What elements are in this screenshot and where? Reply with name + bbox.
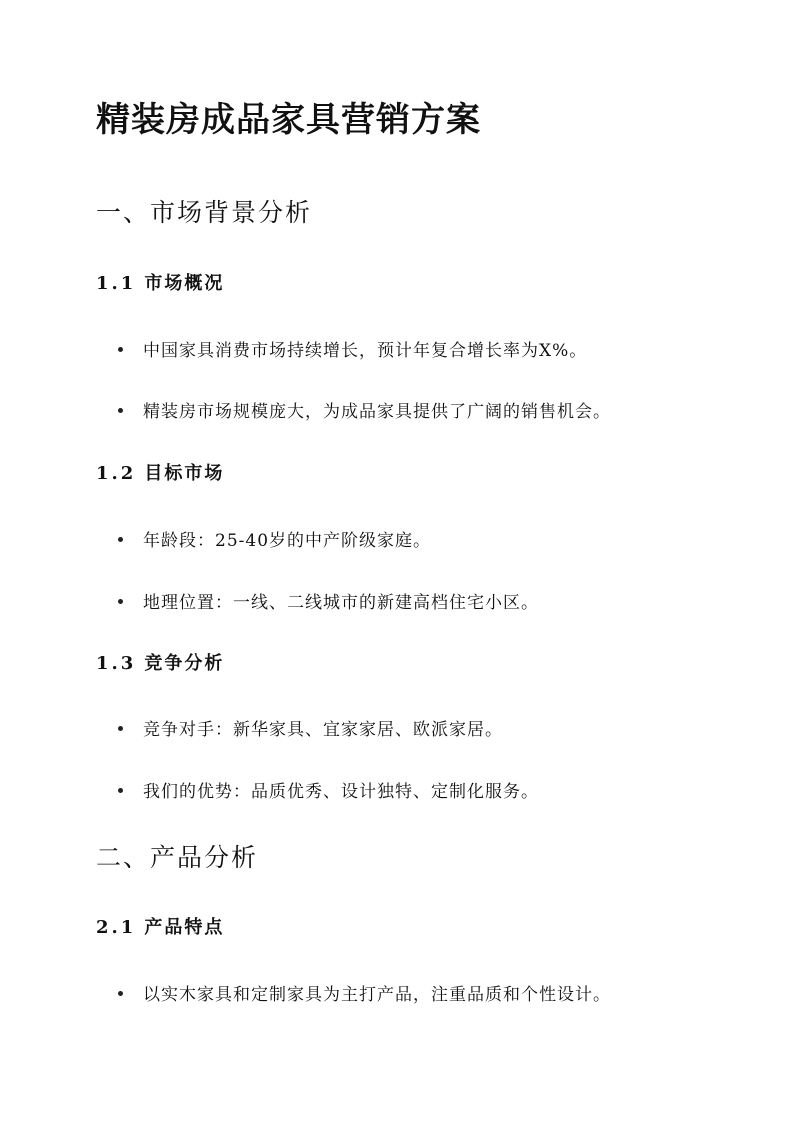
list-item-text: 竞争对手：新华家具、宜家家居、欧派家居。 [143,720,503,740]
bullet-icon [118,599,123,604]
bullet-icon [118,347,123,352]
bullet-icon [118,537,123,542]
bullet-icon [118,788,123,793]
list-item-text: 地理位置：一线、二线城市的新建高档住宅小区。 [143,593,539,613]
list-item [118,779,539,805]
list-item [118,528,431,554]
document-title: 精装房成品家具营销方案 [96,100,481,140]
list-item [118,399,611,425]
bullet-icon [118,408,123,413]
subsection-title: 目标市场 [144,463,225,484]
subsection-heading-product-features [96,915,224,941]
list-item-text: 我们的优势：品质优秀、设计独特、定制化服务。 [143,782,539,802]
list-item-text: 以实木家具和定制家具为主打产品，注重品质和个性设计。 [143,985,611,1005]
bullet-icon [118,991,123,996]
subsection-number: 1.1 [96,273,137,294]
list-item-text: 中国家具消费市场持续增长，预计年复合增长率为X%。 [143,341,588,361]
list-item [118,338,587,364]
list-item-text: 精装房市场规模庞大，为成品家具提供了广阔的销售机会。 [143,402,611,422]
subsection-number: 1.2 [96,463,137,484]
subsection-heading-market-overview [96,271,224,297]
subsection-title: 市场概况 [144,273,225,294]
list-item [118,590,539,616]
section-heading-market-background: 一、市场背景分析 [96,198,313,227]
subsection-heading-competition [96,651,224,677]
subsection-heading-target-market [96,461,224,487]
subsection-title: 竞争分析 [144,653,225,674]
section-heading-product-analysis: 二、产品分析 [96,843,259,872]
subsection-title: 产品特点 [144,917,225,938]
list-item [118,717,503,743]
subsection-number: 2.1 [96,917,137,938]
list-item [118,982,611,1008]
bullet-icon [118,726,123,731]
subsection-number: 1.3 [96,653,137,674]
list-item-text: 年龄段：25-40岁的中产阶级家庭。 [143,531,432,551]
